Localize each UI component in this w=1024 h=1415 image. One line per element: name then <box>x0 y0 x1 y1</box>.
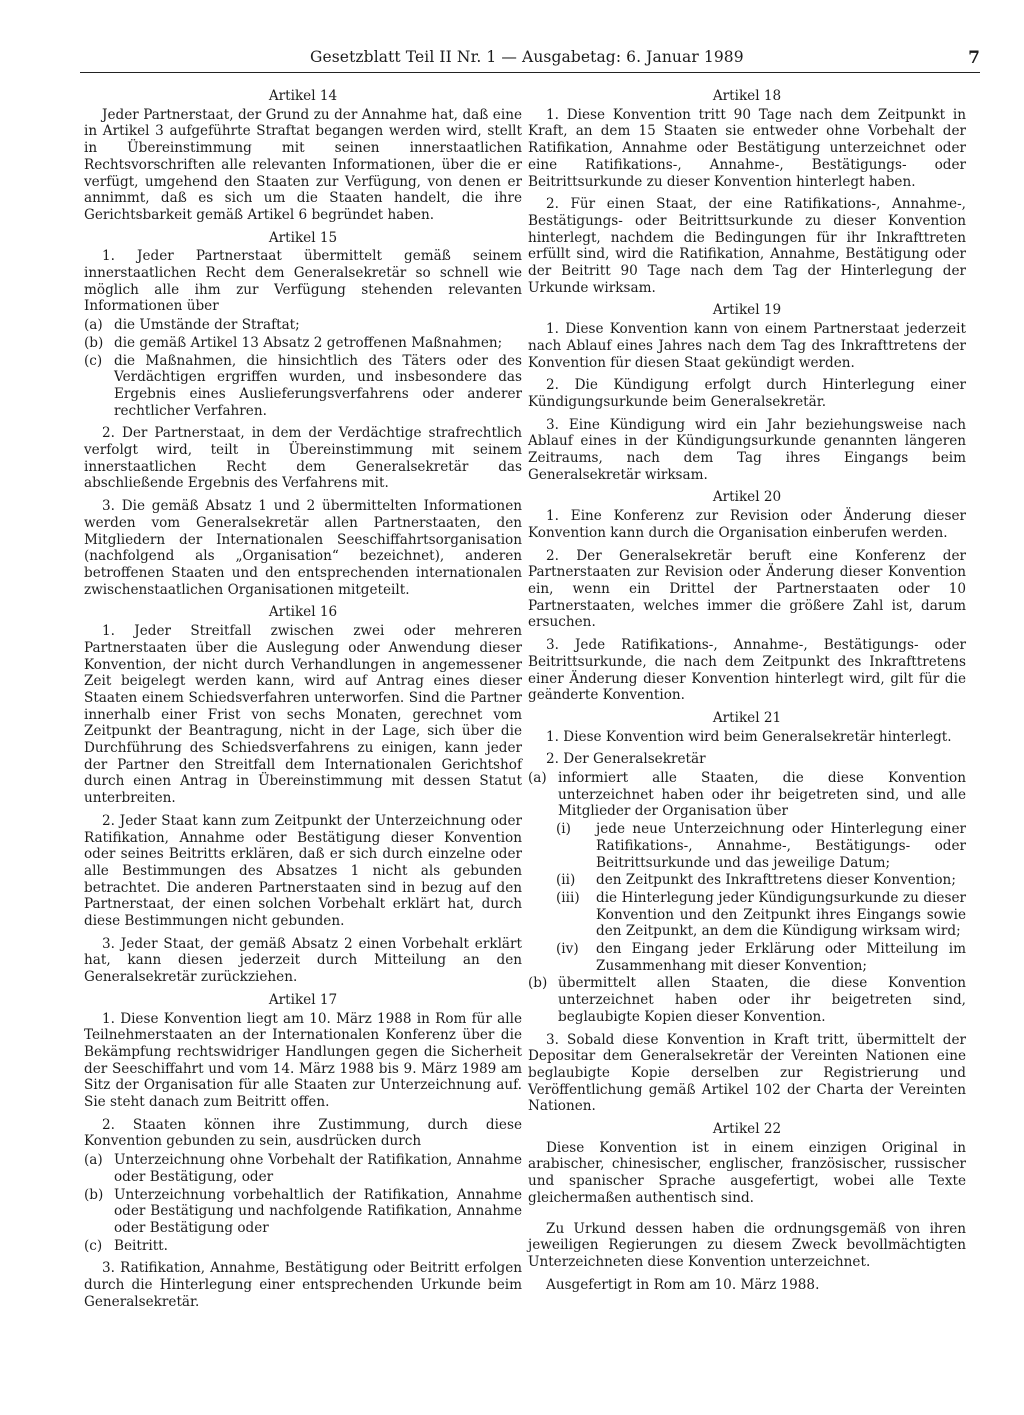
article-17-heading: Artikel 17 <box>268 991 338 1008</box>
list-subitem-label: (i) <box>556 821 571 838</box>
list-item-label: (c) <box>84 352 103 369</box>
list-item <box>84 317 522 334</box>
list-subitem <box>556 872 966 889</box>
article-21-paragraph-3: 3. Sobald diese Konvention in Kraft tritt, übermittelt der Depositar dem Generalsekretär der Vereinten Nationen eine beglaubigte Kopie derselben zur Registrierung und Veröffentlichung gemäß Artikel 102 der Charta der Vereinten Nationen. <box>528 1031 966 1115</box>
list-item-text: Beitritt. <box>114 1237 168 1254</box>
list-item-text: Unterzeichnung ohne Vorbehalt der Ratifikation, Annahme oder Bestätigung, oder <box>114 1152 522 1185</box>
article-16-paragraph-2: 2. Jeder Staat kann zum Zeitpunkt der Unterzeichnung oder Ratifikation, Annahme oder Bestätigung dieser Konvention oder seines Beitritts erklären, daß er sich durch einzelne oder alle Bestimmungen des Absatzes 1 nicht als gebunden betrachtet. Die anderen Partnerstaaten sind in bezug auf den Partnerstaat, der einen solchen Vorbehalt erklärt hat, durch diese Bestimmungen nicht gebunden. <box>84 812 522 930</box>
list-subitem <box>556 821 966 871</box>
list-item <box>528 975 966 1025</box>
article-17-paragraph-1: 1. Diese Konvention liegt am 10. März 1988 in Rom für alle Teilnehmerstaaten an der Internationalen Konferenz über die Bekämpfung rechtswidriger Handlungen gegen die Sicherheit der Seeschiffahrt und vom 14. März 1988 bis 9. März 1989 am Sitz der Organisation für alle Staaten zur Unterzeichnung auf. Sie steht danach zum Beitritt offen. <box>84 1010 522 1111</box>
article-17-paragraph-2: 2. Staaten können ihre Zustimmung, durch diese Konvention gebunden zu sein, ausdrücken durch <box>84 1116 522 1150</box>
article-21-paragraph-2: 2. Der Generalsekretär <box>546 751 706 768</box>
list-subitem <box>556 890 966 940</box>
article-18-heading: Artikel 18 <box>712 88 782 104</box>
article-16-paragraph-1: 1. Jeder Streitfall zwischen zwei oder mehreren Partnerstaaten über die Auslegung oder Anwendung dieser Konvention, der nicht durch Verhandlungen in angemessener Zeit beigelegt werden kann, wird auf Antrag eines dieser Staaten einem Schiedsverfahren unterworfen. Sind die Partner innerhalb einer Frist von sechs Monaten, gerechnet vom Zeitpunkt der Beantragung, nicht in der Lage, sich über die Durchführung des Schiedsverfahrens zu einigen, kann jeder der Partner den Streitfall dem Internationalen Gerichtshof durch einen Antrag in Übereinstimmung mit dessen Statut unterbreiten. <box>84 623 522 807</box>
list-item <box>84 335 522 352</box>
page-number: 7 <box>968 48 980 68</box>
list-item <box>84 1187 522 1237</box>
list-item-label: (c) <box>84 1237 103 1254</box>
article-14-paragraph-1: Jeder Partnerstaat, der Grund zu der Annahme hat, daß eine in Artikel 3 aufgeführte Straftat begangen werden wird, stellt in Übereinstimmung mit seinen innerstaatlichen Rechtsvorschriften alle relevanten Informationen, über die er verfügt, umgehend den Staaten zur Verfügung, von denen er annimmt, daß es sich um die Staaten handelt, die ihre Gerichtsbarkeit gemäß Artikel 6 begründet haben. <box>84 106 522 223</box>
article-15-paragraph-3: 3. Die gemäß Absatz 1 und 2 übermittelten Informationen werden vom Generalsekretär allen Partnerstaaten, den Mitgliedern der Internationalen Seeschiffahrtsorganisation (nachfolgend als „Organisation“ bezeichnet), anderen betroffenen Staaten und den entsprechenden internationalen zwischenstaatlichen Organisationen mitgeteilt. <box>84 498 522 598</box>
article-19-paragraph-2: 2. Die Kündigung erfolgt durch Hinterlegung einer Kündigungsurkunde beim Generalsekretär. <box>528 377 966 410</box>
page-header <box>80 46 980 73</box>
article-22-heading: Artikel 22 <box>712 1121 782 1138</box>
right-column <box>528 88 966 1299</box>
article-19-paragraph-1: 1. Diese Konvention kann von einem Partnerstaat jederzeit nach Ablauf eines Jahres nach dem Tag des Inkrafttretens der Konvention für diesen Staat gekündigt werden. <box>528 321 966 371</box>
list-item-label: (a) <box>528 770 547 787</box>
list-item-label: (b) <box>528 975 548 992</box>
list-item <box>528 770 966 820</box>
list-item-text: übermittelt allen Staaten, die diese Konvention unterzeichnet haben oder ihr beigetreten sind, beglaubigte Kopien dieser Konvention. <box>558 975 966 1025</box>
article-20-paragraph-2: 2. Der Generalsekretär beruft eine Konferenz der Partnerstaaten zur Revision oder Änderung dieser Konvention ein, wenn ein Drittel der Partnerstaaten oder 10 Partnerstaaten, welches immer die größere Zahl ist, darum ersuchen. <box>528 547 966 631</box>
article-19-heading: Artikel 19 <box>712 302 782 319</box>
article-20-paragraph-3: 3. Jede Ratifikations-, Annahme-, Bestätigungs- oder Beitrittsurkunde, die nach dem Zeitpunkt des Inkrafttretens einer Änderung dieser Konvention hinterlegt wird, gilt für die geänderte Konvention. <box>528 637 966 704</box>
article-15-paragraph-2: 2. Der Partnerstaat, in dem der Verdächtige strafrechtlich verfolgt wird, teilt in Übereinstimmung mit seinem innerstaatlichen Recht dem Generalsekretär das abschließende Ergebnis des Verfahrens mit. <box>84 425 522 492</box>
list-item-text: Unterzeichnung vorbehaltlich der Ratifikation, Annahme oder Bestätigung und nachfolgende Ratifikation, Annahme oder Bestätigung oder <box>114 1186 522 1236</box>
header-title: Gesetzblatt Teil II Nr. 1 — Ausgabetag: 6. Januar 1989 <box>310 48 744 66</box>
list-item-text: informiert alle Staaten, die diese Konvention unterzeichnet haben oder ihr beigetreten sind, und alle Mitglieder der Organisation über <box>558 770 966 820</box>
list-subitem-text: den Zeitpunkt des Inkrafttretens dieser Konvention; <box>596 872 956 889</box>
article-20-paragraph-1: 1. Eine Konferenz zur Revision oder Änderung dieser Konvention kann durch die Organisation einberufen werden. <box>528 508 966 541</box>
list-item <box>84 353 522 420</box>
execution-date: Ausgefertigt in Rom am 10. März 1988. <box>546 1276 820 1293</box>
article-16-heading: Artikel 16 <box>268 604 338 621</box>
article-18-paragraph-1: 1. Diese Konvention tritt 90 Tage nach dem Zeitpunkt in Kraft, an dem 15 Staaten sie entweder ohne Vorbehalt der Ratifikation, Annahme oder Bestätigung unterzeichnet oder eine Ratifikations-, Annahme-, Bestätigungs- oder Beitrittsurkunde zu dieser Konvention hinterlegt haben. <box>528 106 966 190</box>
list-item-text: die Maßnahmen, die hinsichtlich des Täters oder des Verdächtigen ergriffen wurden, und insbesondere das Ergebnis eines Auslieferungsverfahrens oder anderer rechtlicher Verfahren. <box>114 352 522 419</box>
article-22-paragraph-1: Diese Konvention ist in einem einzigen Original in arabischer, chinesischer, englischer, französischer, russischer und spanischer Sprache ausgefertigt, wobei alle Texte gleichermaßen authentisch sind. <box>528 1139 966 1206</box>
closing-paragraph: Zu Urkund dessen haben die ordnungsgemäß von ihren jeweiligen Regierungen zu diesem Zweck bevollmächtigten Unterzeichneten diese Konvention unterzeichnet. <box>528 1220 966 1270</box>
list-subitem-label: (iii) <box>556 889 580 906</box>
list-subitem <box>556 941 966 974</box>
article-17-paragraph-3: 3. Ratifikation, Annahme, Bestätigung oder Beitritt erfolgen durch die Hinterlegung einer entsprechenden Urkunde beim Generalsekretär. <box>84 1260 522 1310</box>
list-item-text: die gemäß Artikel 13 Absatz 2 getroffenen Maßnahmen; <box>114 334 503 351</box>
article-16-paragraph-3: 3. Jeder Staat, der gemäß Absatz 2 einen Vorbehalt erklärt hat, kann diesen jederzeit durch Mitteilung an den Generalsekretär zurückziehen. <box>84 935 522 986</box>
article-21-paragraph-1: 1. Diese Konvention wird beim Generalsekretär hinterlegt. <box>546 728 952 745</box>
article-19-paragraph-3: 3. Eine Kündigung wird ein Jahr beziehungsweise nach Ablauf eines in der Kündigungsurkunde genannten längeren Zeitraums, nach dem Tag ihres Eingangs beim Generalsekretär wirksam. <box>528 416 966 483</box>
article-15-heading: Artikel 15 <box>268 229 338 246</box>
list-subitem-text: jede neue Unterzeichnung oder Hinterlegung einer Ratifikations-, Annahme-, Bestätigungs- oder Beitrittsurkunde und das jeweilige Datum; <box>596 821 966 871</box>
list-item-label: (a) <box>84 1152 103 1169</box>
left-column <box>84 88 522 1317</box>
list-item-label: (b) <box>84 334 104 351</box>
article-18-paragraph-2: 2. Für einen Staat, der eine Ratifikations-, Annahme-, Bestätigungs- oder Beitrittsurkunde zu dieser Konvention hinterlegt, nachdem die Bedingungen für ihr Inkrafttreten erfüllt sind, wird die Ratifikation, Annahme, Bestätigung oder der Beitritt 90 Tage nach dem Tag der Hinterlegung der Urkunde wirksam. <box>528 196 966 296</box>
list-subitem-text: den Eingang jeder Erklärung oder Mitteilung im Zusammenhang mit dieser Konvention; <box>596 941 966 974</box>
list-item <box>84 1238 522 1255</box>
list-subitem-label: (ii) <box>556 872 576 889</box>
list-item-text: die Umstände der Straftat; <box>114 317 300 334</box>
article-20-heading: Artikel 20 <box>712 489 782 506</box>
list-item <box>84 1152 522 1185</box>
article-21-heading: Artikel 21 <box>712 709 782 726</box>
list-subitem-label: (iv) <box>556 941 579 958</box>
list-subitem-text: die Hinterlegung jeder Kündigungsurkunde zu dieser Konvention und den Zeitpunkt ihres Eingangs sowie den Zeitpunkt, an dem die Kündigung wirksam wird; <box>596 889 966 940</box>
article-15-paragraph-1: 1. Jeder Partnerstaat übermittelt gemäß seinem innerstaatlichen Recht dem Generalsekretär so schnell wie möglich alle ihm zur Verfügung stehenden relevanten Informationen über <box>84 248 522 315</box>
list-item-label: (a) <box>84 317 103 334</box>
list-item-label: (b) <box>84 1186 104 1203</box>
article-14-heading: Artikel 14 <box>268 88 338 104</box>
